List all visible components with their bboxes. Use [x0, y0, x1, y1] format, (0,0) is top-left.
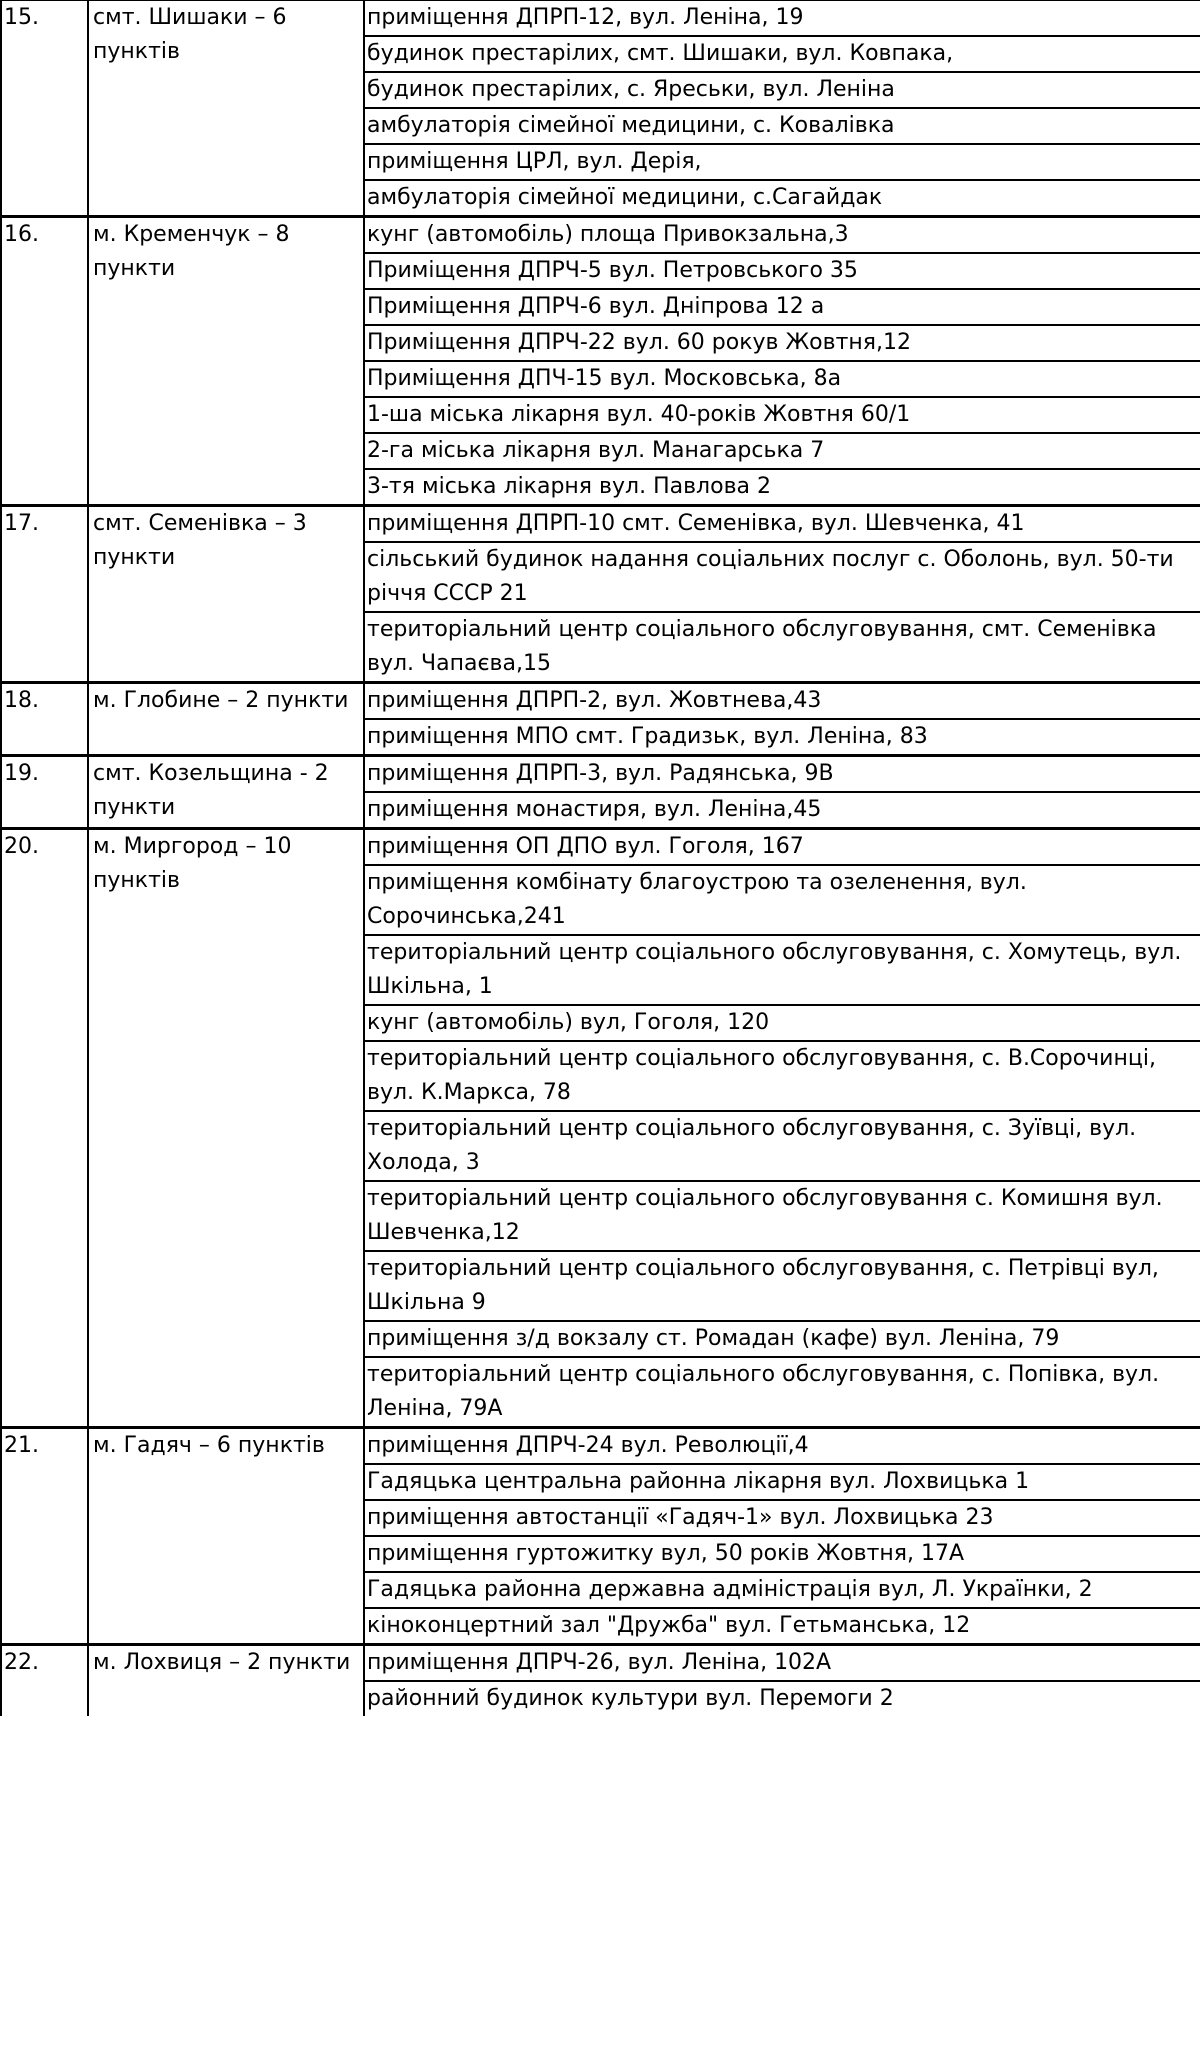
district-cell: смт. Козельщина - 2 пункти [87, 754, 363, 827]
table-row [0, 1643, 1200, 1680]
location-cell: приміщення ДПРЧ-24 вул. Революції,4 [363, 1426, 1200, 1463]
location-cell: районний будинок культури вул. Перемоги 2 [363, 1680, 1200, 1716]
location-cell: територіальний центр соціального обслуговування с. Комишня вул. Шевченка,12 [363, 1180, 1200, 1250]
location-cell: будинок престарілих, с. Яреськи, вул. Леніна [363, 71, 1200, 107]
district-cell: смт. Семенівка – 3 пункти [87, 504, 363, 681]
location-cell: амбулаторія сімейної медицини, с.Сагайдак [363, 179, 1200, 215]
location-cell: Приміщення ДПЧ-15 вул. Московська, 8а [363, 360, 1200, 396]
location-cell: територіальний центр соціального обслуговування, с. Хомутець, вул. Шкільна, 1 [363, 934, 1200, 1004]
location-cell: будинок престарілих, смт. Шишаки, вул. Ковпака, [363, 35, 1200, 71]
location-cell: приміщення комбінату благоустрою та озеленення, вул. Сорочинська,241 [363, 864, 1200, 934]
location-cell: Гадяцька центральна районна лікарня вул. Лохвицька 1 [363, 1463, 1200, 1499]
row-number: 15. [0, 0, 87, 215]
row-number: 21. [0, 1426, 87, 1643]
location-cell: приміщення ДПРП-3, вул. Радянська, 9В [363, 754, 1200, 791]
location-cell: амбулаторія сімейної медицини, с. Ковалівка [363, 107, 1200, 143]
table-row [0, 681, 1200, 718]
row-number: 17. [0, 504, 87, 681]
location-cell: приміщення автостанції «Гадяч-1» вул. Лохвицька 23 [363, 1499, 1200, 1535]
location-cell: приміщення з/д вокзалу ст. Ромадан (кафе) вул. Леніна, 79 [363, 1320, 1200, 1356]
location-cell: Приміщення ДПРЧ-22 вул. 60 рокув Жовтня,12 [363, 324, 1200, 360]
location-cell: приміщення ДПРП-10 смт. Семенівка, вул. Шевченка, 41 [363, 504, 1200, 541]
district-cell: м. Глобине – 2 пункти [87, 681, 363, 754]
location-cell: територіальний центр соціального обслуговування, с. В.Сорочинці, вул. К.Маркса, 78 [363, 1040, 1200, 1110]
table-row [0, 827, 1200, 864]
row-number: 20. [0, 827, 87, 1426]
location-cell: Гадяцька районна державна адміністрація вул, Л. Українки, 2 [363, 1571, 1200, 1607]
location-cell: сільський будинок надання соціальних послуг с. Оболонь, вул. 50-ти річчя СССР 21 [363, 541, 1200, 611]
district-cell: м. Лохвиця – 2 пункти [87, 1643, 363, 1716]
location-cell: 3-тя міська лікарня вул. Павлова 2 [363, 468, 1200, 504]
location-cell: кіноконцертний зал "Дружба" вул. Гетьманська, 12 [363, 1607, 1200, 1643]
location-cell: приміщення ЦРЛ, вул. Дерія, [363, 143, 1200, 179]
table-row [0, 754, 1200, 791]
location-cell: приміщення ДПРП-12, вул. Леніна, 19 [363, 0, 1200, 35]
table-row [0, 215, 1200, 252]
table-row [0, 0, 1200, 35]
location-cell: кунг (автомобіль) вул, Гоголя, 120 [363, 1004, 1200, 1040]
district-cell: м. Гадяч – 6 пунктів [87, 1426, 363, 1643]
location-cell: територіальний центр соціального обслуговування, смт. Семенівка вул. Чапаєва,15 [363, 611, 1200, 681]
location-cell: територіальний центр соціального обслуговування, с. Попівка, вул. Леніна, 79А [363, 1356, 1200, 1426]
table-row [0, 1426, 1200, 1463]
table-row [0, 504, 1200, 541]
location-cell: приміщення гуртожитку вул, 50 років Жовтня, 17А [363, 1535, 1200, 1571]
location-cell: 2-га міська лікарня вул. Манагарська 7 [363, 432, 1200, 468]
row-number: 19. [0, 754, 87, 827]
location-cell: приміщення ДПРП-2, вул. Жовтнева,43 [363, 681, 1200, 718]
district-cell: м. Миргород – 10 пунктів [87, 827, 363, 1426]
location-cell: Приміщення ДПРЧ-5 вул. Петровського 35 [363, 252, 1200, 288]
location-cell: Приміщення ДПРЧ-6 вул. Дніпрова 12 а [363, 288, 1200, 324]
row-number: 22. [0, 1643, 87, 1716]
location-cell: приміщення монастиря, вул. Леніна,45 [363, 791, 1200, 827]
location-cell: приміщення МПО смт. Градизьк, вул. Леніна, 83 [363, 718, 1200, 754]
location-cell: територіальний центр соціального обслуговування, с. Зуївці, вул. Холода, 3 [363, 1110, 1200, 1180]
row-number: 18. [0, 681, 87, 754]
location-cell: кунг (автомобіль) площа Привокзальна,3 [363, 215, 1200, 252]
district-cell: смт. Шишаки – 6 пунктів [87, 0, 363, 215]
district-cell: м. Кременчук – 8 пункти [87, 215, 363, 504]
location-cell: територіальний центр соціального обслуговування, с. Петрівці вул, Шкільна 9 [363, 1250, 1200, 1320]
row-number: 16. [0, 215, 87, 504]
location-cell: 1-ша міська лікарня вул. 40-років Жовтня 60/1 [363, 396, 1200, 432]
location-cell: приміщення ДПРЧ-26, вул. Леніна, 102А [363, 1643, 1200, 1680]
location-cell: приміщення ОП ДПО вул. Гоголя, 167 [363, 827, 1200, 864]
